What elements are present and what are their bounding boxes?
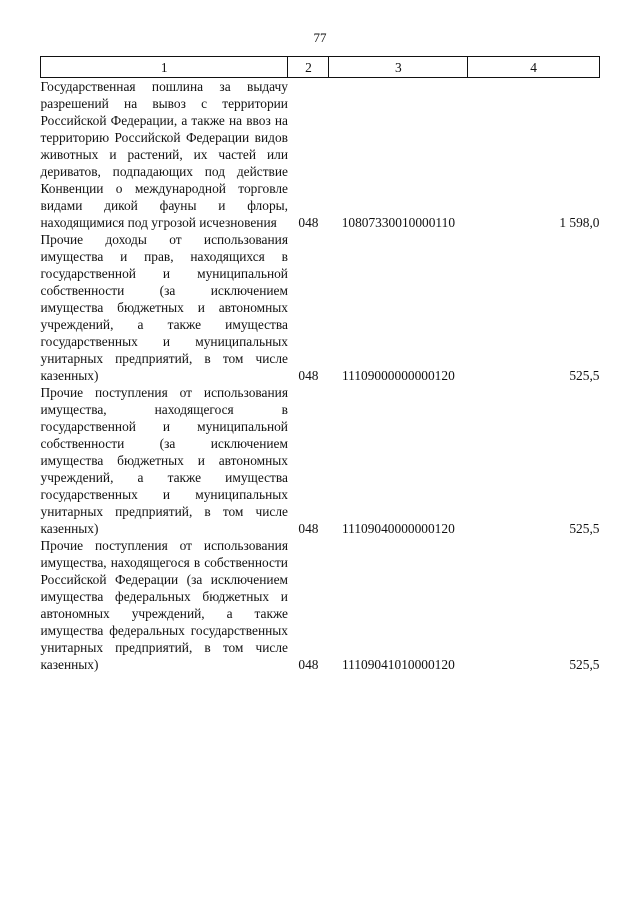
row-kbk-code: 11109000000000120 (341, 368, 455, 383)
row-description: Прочие поступления от использования имущества, находящегося в государственной и муниципальной собственности (за исключением имущества бюджетных и автономных учреждений, а также имущества государственных и муниципальных унитарных предприятий, в том числе казенных) (40, 385, 288, 536)
column-header-3: 3 (329, 57, 468, 78)
row-kbk-code: 11109041010000120 (341, 657, 455, 672)
table-row (41, 231, 600, 384)
page-number: 77 (313, 30, 327, 45)
row-kbk-code: 11109040000000120 (341, 521, 455, 536)
row-admin-code: 048 (298, 521, 319, 536)
revenue-table (40, 56, 600, 673)
table-row (41, 78, 600, 232)
row-description: Государственная пошлина за выдачу разрешений на вывоз с территории Российской Федерации, а также на ввоз на территорию Российской Федерации видов животных и растений, их частей или дериватов, подпадающих под действие Конвенции о международной торговле видами дикой фауны и флоры, находящимися под угрозой исчезновения (40, 79, 288, 230)
row-amount: 525,5 (569, 657, 600, 672)
row-amount: 525,5 (569, 368, 600, 383)
column-header-4: 4 (468, 57, 600, 78)
row-description: Прочие доходы от использования имущества и прав, находящихся в государственной и муниципальной собственности (за исключением имущества бюджетных и автономных учреждений, а также имущества государственных и муниципальных унитарных предприятий, в том числе казенных) (40, 232, 288, 383)
column-header-1: 1 (41, 57, 288, 78)
table-row (41, 537, 600, 673)
table-row (41, 384, 600, 537)
column-header-2: 2 (288, 57, 329, 78)
row-admin-code: 048 (298, 368, 319, 383)
row-amount: 1 598,0 (559, 215, 600, 230)
row-admin-code: 048 (298, 215, 319, 230)
row-admin-code: 048 (298, 657, 319, 672)
row-amount: 525,5 (569, 521, 600, 536)
row-kbk-code: 10807330010000110 (341, 215, 456, 230)
table-header (41, 57, 600, 78)
row-description: Прочие поступления от использования имущества, находящегося в собственности Российской Федерации (за исключением имущества федеральных бюджетных и автономных учреждений, а также имущества федеральных государственных унитарных предприятий, в том числе казенных) (40, 538, 288, 672)
